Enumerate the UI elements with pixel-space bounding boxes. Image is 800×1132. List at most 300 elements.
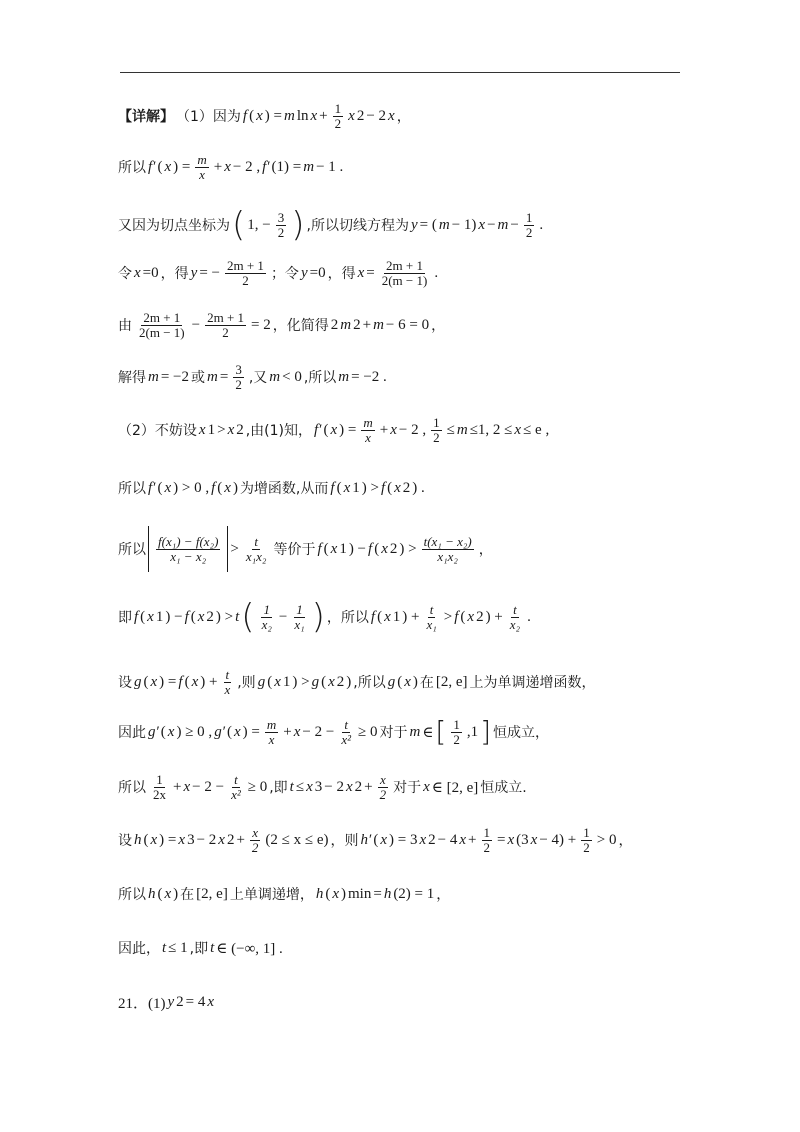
math-text: > <box>230 540 239 557</box>
math-symbol: f <box>370 608 376 625</box>
math-symbol: x <box>164 479 172 496</box>
fraction-denominator: x <box>268 731 275 747</box>
solution-line-9 <box>118 526 493 572</box>
fraction-numerator: t <box>344 717 348 732</box>
superscript: 3 <box>187 831 195 848</box>
math-text: ≤ <box>295 778 305 795</box>
fraction <box>229 773 243 801</box>
solution-line-13 <box>118 773 527 801</box>
text-run: （1）因为 <box>176 109 241 126</box>
math-text: ( <box>336 479 342 496</box>
fraction <box>422 535 474 563</box>
math-text: ln <box>296 107 309 124</box>
math-symbol: x <box>388 107 395 124</box>
text-run: ,则 <box>237 675 256 692</box>
math-symbol: x <box>191 673 199 690</box>
math-text: + <box>319 107 328 124</box>
fraction <box>431 416 442 444</box>
fraction-numerator: t(x₁ − x₂) <box>423 533 472 549</box>
fraction <box>151 773 168 801</box>
text-run: 所以 <box>118 542 146 558</box>
math-text: . <box>539 216 544 233</box>
large-paren: ( <box>241 597 255 637</box>
fraction-denominator: 2 <box>277 224 285 240</box>
math-symbol: x <box>224 158 231 175</box>
math-text: ) <box>346 673 352 690</box>
math-symbol: g′ <box>148 723 159 740</box>
fraction <box>156 535 220 563</box>
math-text: + <box>213 158 223 175</box>
math-text: − 1 . <box>316 158 344 175</box>
math-symbol: x <box>467 608 475 625</box>
large-bracket: ] <box>480 715 492 749</box>
header-rule <box>120 72 680 73</box>
text-run: ， <box>618 833 633 850</box>
fraction <box>339 718 353 746</box>
text-run: 解得 <box>118 370 146 387</box>
fraction <box>581 826 592 854</box>
fraction-numerator: 3 <box>277 209 285 225</box>
math-text: ∈ [2, e] <box>431 779 479 796</box>
math-symbol: x <box>390 421 397 438</box>
solution-line-7 <box>118 416 549 444</box>
text-run: ，得 <box>327 266 356 283</box>
math-text: ) + <box>485 608 503 625</box>
math-text: ) = 3 <box>389 831 418 848</box>
text-run: ；令 <box>270 266 299 283</box>
math-symbol: y <box>410 216 418 233</box>
fraction-denominator: 2 <box>242 272 249 288</box>
math-text: = <box>366 264 375 281</box>
math-symbol: g <box>257 673 266 690</box>
fraction-numerator: 1 <box>156 772 163 787</box>
fraction <box>265 718 278 746</box>
fraction-numerator: 1 <box>583 825 590 840</box>
fraction-numerator: 1 <box>334 101 342 116</box>
math-text: ) = <box>242 723 260 740</box>
fraction <box>380 259 430 287</box>
solution-line-1 <box>118 102 411 130</box>
text-run: ,即 <box>269 780 288 797</box>
superscript: 2 <box>356 107 365 124</box>
fraction <box>482 826 493 854</box>
fraction <box>225 259 266 287</box>
large-paren: ) <box>291 205 305 245</box>
fraction <box>292 603 306 631</box>
text-run: 设 <box>118 833 132 850</box>
subscript: 1 <box>282 673 291 690</box>
solution-line-2 <box>118 153 343 181</box>
math-text: [2, e] <box>196 885 228 902</box>
text-run: （2）不妨设 <box>118 423 197 440</box>
subscript: 2 <box>206 608 214 625</box>
fraction-numerator: 1 <box>525 209 533 225</box>
fraction-numerator: m <box>266 717 277 732</box>
math-symbol: x <box>423 778 430 795</box>
math-text: + <box>173 778 182 795</box>
fraction-denominator: x² <box>231 786 241 802</box>
math-text: − 2 , <box>398 421 427 438</box>
math-text: = <box>373 885 382 902</box>
math-text: ( <box>157 479 163 496</box>
fraction-numerator: x <box>252 825 259 840</box>
math-text: . <box>434 264 439 281</box>
text-run: 即 <box>118 610 132 626</box>
fraction-denominator: x₁x₂ <box>245 548 267 564</box>
math-text: ) − <box>165 608 183 625</box>
fraction <box>424 603 438 631</box>
math-symbol: x <box>227 421 235 438</box>
math-symbol: x <box>293 723 301 740</box>
math-text: (2 ≤ x ≤ e) <box>265 831 329 848</box>
math-text: + <box>364 778 373 795</box>
text-run: ,由(1)知， <box>245 423 313 440</box>
text-run: 由 <box>118 318 132 335</box>
math-symbol: x <box>459 831 467 848</box>
text-run: ，所以 <box>326 610 369 626</box>
math-symbol: m <box>148 368 159 385</box>
math-text: ( <box>323 540 329 557</box>
math-symbol: f <box>454 608 459 625</box>
fraction <box>205 311 246 339</box>
math-text: ( <box>190 608 196 625</box>
text-run: 所以 <box>118 887 146 903</box>
math-symbol: x <box>256 107 263 124</box>
math-symbol: x <box>134 264 141 281</box>
math-symbol: x <box>167 723 175 740</box>
math-text: ∈ (−∞, 1] . <box>216 940 283 957</box>
fraction-denominator: 2 <box>235 376 242 392</box>
math-symbol: f′ <box>148 158 156 175</box>
math-text: ( <box>184 673 190 690</box>
subscript: 2 <box>336 673 345 690</box>
math-text: > 0 <box>596 831 617 848</box>
fraction-numerator: t <box>254 533 258 549</box>
fraction-denominator: 2(m − 1) <box>139 324 185 340</box>
math-text: − <box>191 316 201 333</box>
math-text: − <box>510 216 519 233</box>
fraction-denominator: x₁x₂ <box>437 548 458 564</box>
math-symbol: t <box>162 939 167 956</box>
fraction-numerator: 1 <box>433 415 440 430</box>
math-symbol: x <box>207 994 215 1010</box>
fraction-denominator: x <box>365 429 371 445</box>
math-symbol: x <box>164 158 172 175</box>
math-text: − 4 <box>437 831 458 848</box>
math-text: ) > <box>361 479 379 496</box>
solution-line-4 <box>118 259 438 287</box>
math-symbol: t <box>210 939 215 956</box>
fraction-numerator: f(x₁) − f(x₂) <box>158 533 219 549</box>
math-text: ( <box>377 608 383 625</box>
math-text: ( <box>157 885 163 902</box>
math-symbol: x <box>348 107 355 124</box>
math-symbol: m <box>207 368 218 385</box>
fraction-denominator: 2 <box>379 786 387 802</box>
math-symbol: f <box>184 608 189 625</box>
math-symbol: x <box>178 831 186 848</box>
math-text: (2) = 1 <box>393 885 435 902</box>
fraction-denominator: 2 <box>453 731 460 747</box>
math-symbol: x <box>183 778 191 795</box>
math-symbol: x <box>384 608 391 625</box>
math-symbol: x <box>343 479 351 496</box>
solution-line-3 <box>118 205 544 245</box>
solution-line-11 <box>118 668 596 696</box>
math-text: ) = <box>339 421 357 438</box>
math-symbol: x <box>198 421 206 438</box>
math-symbol: f <box>380 479 386 496</box>
fraction-denominator: 2x <box>153 786 166 802</box>
math-symbol: x <box>150 673 158 690</box>
math-symbol: h <box>134 831 142 848</box>
math-symbol: m <box>456 421 468 438</box>
math-symbol: x <box>530 831 538 848</box>
math-text: − <box>487 216 496 233</box>
math-symbol: g <box>387 673 396 690</box>
subscript: 1 <box>207 421 216 438</box>
math-symbol: x <box>394 479 401 496</box>
math-text: [2, e] <box>435 673 468 690</box>
text-run: ， <box>396 109 411 126</box>
math-symbol: f′ <box>262 158 270 175</box>
text-run: 又因为切点坐标为 <box>118 218 230 234</box>
fraction <box>137 311 187 339</box>
text-run: ,所以 <box>353 675 386 692</box>
fraction-denominator: 2 <box>583 839 590 855</box>
math-text: = <box>497 831 506 848</box>
math-symbol: f′ <box>314 421 322 438</box>
math-text: ≤ e , <box>523 421 550 438</box>
math-text: ( <box>226 723 232 740</box>
fraction-denominator: x₂ <box>261 616 272 632</box>
fraction-numerator: x <box>379 772 386 787</box>
fraction <box>222 668 232 696</box>
math-symbol: x <box>478 216 486 233</box>
math-text: ( <box>143 673 149 690</box>
text-run: ， <box>436 887 451 903</box>
math-text: ) = <box>159 831 177 848</box>
text-run: 恒成立， <box>493 725 550 742</box>
fraction <box>451 718 462 746</box>
fraction-denominator: 2 <box>334 115 342 131</box>
subscript: 2 <box>389 540 398 557</box>
math-text: =0 <box>142 264 159 281</box>
math-text: (1) = <box>271 158 302 175</box>
math-text: ) − <box>348 540 367 557</box>
math-symbol: f <box>368 540 373 557</box>
text-run: ,又 <box>248 370 268 387</box>
solution-line-5 <box>118 311 445 339</box>
math-text: ≤ 1 <box>168 939 188 956</box>
math-text: ) > <box>215 608 234 625</box>
math-text: ≥ 0 <box>247 778 268 795</box>
math-text: − 4) + <box>539 831 577 848</box>
fraction-denominator: 2 <box>433 429 440 445</box>
fraction <box>333 102 344 130</box>
math-symbol: x <box>381 540 388 557</box>
fraction-denominator: x <box>199 166 205 182</box>
math-text: − 1) <box>451 216 477 233</box>
math-symbol: x <box>328 673 335 690</box>
superscript: 2 <box>353 316 361 333</box>
problem-21-line <box>118 992 214 1013</box>
text-run: 恒成立. <box>480 780 527 797</box>
text-run: ，则 <box>330 833 359 850</box>
fraction-numerator: t <box>513 601 517 617</box>
math-text: ∈ <box>422 724 434 741</box>
math-text: ) + <box>200 673 218 690</box>
fraction <box>524 211 535 239</box>
math-text: ( <box>374 540 380 557</box>
superscript: 2 <box>354 778 363 795</box>
math-text: − 2 , <box>232 158 261 175</box>
fraction <box>195 153 208 181</box>
subscript: 1 <box>392 608 401 625</box>
math-symbol: x <box>147 608 154 625</box>
math-symbol: x <box>514 421 522 438</box>
fraction <box>276 211 287 239</box>
fraction-denominator: 2 <box>483 839 490 855</box>
math-text: − <box>278 608 288 625</box>
math-text: − 2 <box>366 107 387 124</box>
superscript: 2 <box>226 831 235 848</box>
solution-line-8 <box>118 478 425 498</box>
math-text: ( <box>387 479 393 496</box>
text-run: 设 <box>118 675 132 692</box>
math-text: = −2 . <box>351 368 387 385</box>
fraction <box>244 535 269 563</box>
math-symbol: f <box>178 673 183 690</box>
math-text: ) = <box>159 673 177 690</box>
superscript: 3 <box>314 778 323 795</box>
math-symbol: x <box>218 831 225 848</box>
subscript: 1 <box>155 608 164 625</box>
math-symbol: x <box>345 778 353 795</box>
math-text: + <box>283 723 292 740</box>
math-symbol: x <box>233 723 241 740</box>
text-run: 因此， <box>118 941 160 957</box>
text-run: ， <box>431 318 446 335</box>
math-text: ( <box>373 831 379 848</box>
math-text: = 2 <box>251 316 271 333</box>
math-symbol: f <box>330 479 335 496</box>
absolute-value <box>148 526 228 572</box>
math-text: 21．(1) <box>118 996 166 1012</box>
fraction-denominator: x₁ <box>294 616 305 632</box>
math-symbol: x <box>330 540 338 557</box>
math-symbol: m <box>269 368 281 385</box>
math-symbol: x <box>332 885 339 902</box>
text-run: 上单调递增， <box>229 887 314 903</box>
math-symbol: m <box>497 216 509 233</box>
fraction-numerator: t <box>429 601 434 617</box>
math-symbol: y <box>300 264 308 281</box>
math-text: ( <box>325 885 331 902</box>
text-run: 在 <box>180 887 195 903</box>
text-run: 对于 <box>393 780 422 797</box>
fraction-numerator: t <box>234 772 238 787</box>
math-text: ) . <box>412 479 425 496</box>
fraction-denominator: 2(m − 1) <box>381 272 428 288</box>
math-text: 2 <box>330 316 339 333</box>
math-symbol: f <box>211 479 216 496</box>
fraction-numerator: m <box>363 415 373 430</box>
math-symbol: y <box>167 994 175 1010</box>
math-text: ,1 <box>466 723 479 740</box>
math-text: − 2 − <box>302 723 335 740</box>
math-text: = <box>219 368 229 385</box>
math-symbol: f <box>317 540 322 557</box>
math-symbol: x <box>197 608 205 625</box>
math-text: ( <box>160 723 166 740</box>
fraction-denominator: x <box>224 681 231 697</box>
math-text: ≤ <box>446 421 455 438</box>
math-text: ( <box>321 673 327 690</box>
math-text: + <box>468 831 477 848</box>
math-symbol: h <box>148 885 156 902</box>
math-text: ≥ 0 <box>357 723 378 740</box>
fraction-denominator: x₁ − x₂ <box>170 548 207 564</box>
superscript: 2 <box>428 831 436 848</box>
math-symbol: x <box>404 673 411 690</box>
math-text: − 2 − <box>192 778 225 795</box>
math-symbol: m <box>409 723 421 740</box>
fraction-numerator: 3 <box>235 362 242 377</box>
math-text: ( <box>157 158 163 175</box>
math-text: ) > <box>399 540 417 557</box>
text-run: 所以 <box>118 160 146 177</box>
text-run: 在 <box>419 675 434 692</box>
large-bracket: [ <box>435 715 447 749</box>
math-text: ( <box>267 673 273 690</box>
text-run: ,所以切线方程为 <box>306 218 409 234</box>
math-symbol: x <box>419 831 427 848</box>
math-text: ( <box>143 831 149 848</box>
math-symbol: h′ <box>360 831 372 848</box>
fraction <box>378 773 389 801</box>
math-symbol: m <box>340 316 352 333</box>
fraction-numerator: 1 <box>296 601 303 617</box>
math-symbol: m <box>338 368 350 385</box>
text-run: ,所以 <box>303 370 337 387</box>
math-text: ( <box>460 608 466 625</box>
math-text: ) <box>341 885 346 902</box>
solution-line-15 <box>118 884 450 904</box>
math-symbol: x <box>150 831 158 848</box>
math-symbol: m <box>283 107 295 124</box>
math-text: ( <box>397 673 403 690</box>
math-symbol: m <box>373 316 384 333</box>
solution-line-10 <box>118 597 531 637</box>
text-run: 上为单调递增函数， <box>469 675 596 692</box>
math-text: > <box>443 608 453 625</box>
math-symbol: t <box>235 608 240 625</box>
text-run: 所以 <box>118 481 146 497</box>
math-symbol: f′ <box>148 479 156 496</box>
math-symbol: g <box>311 673 320 690</box>
fraction-numerator: 2m + 1 <box>143 310 181 325</box>
math-text: =0 <box>309 264 326 281</box>
math-symbol: f <box>134 608 139 625</box>
math-symbol: f <box>242 107 248 124</box>
fraction <box>260 603 274 631</box>
subscript: 2 <box>236 421 244 438</box>
math-text: ) > <box>292 673 310 690</box>
math-symbol: x <box>380 831 387 848</box>
math-text: ) > 0 , <box>173 479 210 496</box>
subscript: 1 <box>339 540 347 557</box>
